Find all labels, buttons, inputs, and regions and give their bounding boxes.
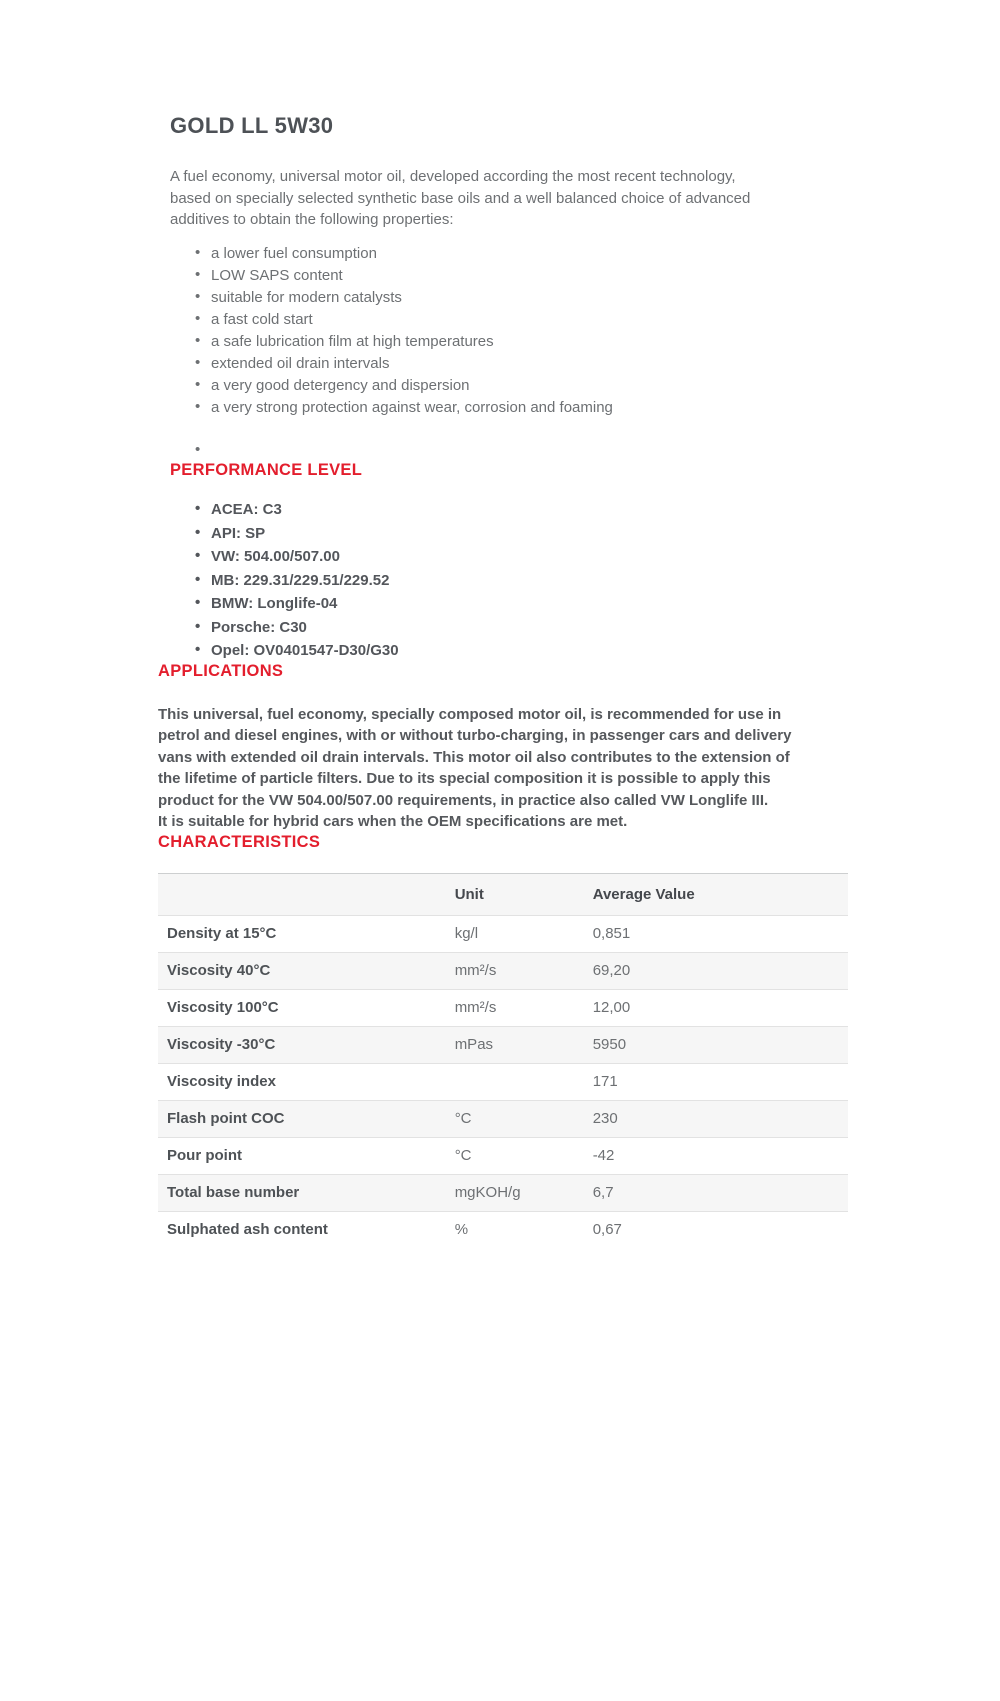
list-item-label: a very good detergency and dispersion [211,376,470,394]
bullet-icon: • [195,243,201,261]
list-item [194,265,880,287]
characteristics-table [158,873,848,1249]
column-header-average-value: Average Value [592,885,695,903]
row-label: Total base number [167,1184,300,1201]
list-item [194,546,880,568]
bullet-icon: • [195,594,201,611]
bullet-icon: • [195,617,201,635]
list-item [194,375,880,397]
applications-paragraph [158,704,803,833]
applications-body: This universal, fuel economy, specially composed motor oil, is recommended for use in petrol and diesel engines, with or without turbo-charging, in passenger cars and delivery vans with extended oil drain intervals. This motor oil also contributes to the extension of the lifetime of particle filters. Due to its special composition it is possible to apply this product for the VW 504.00/507.00 requirements, in practice also called VW Longlife III. [158,705,792,809]
row-unit: % [454,1221,469,1239]
bullet-icon: • [195,547,201,564]
table-row [158,1026,848,1063]
bullet-icon: • [195,523,201,541]
list-item [194,353,880,375]
row-label: Viscosity 100°C [167,999,279,1016]
list-item [194,593,880,615]
intro-paragraph: A fuel economy, universal motor oil, developed according the most recent technology, based on specially selected synthetic base oils and a well balanced choice of advanced additives to obtain the following properties: [170,168,751,228]
list-item-label: LOW SAPS content [211,266,343,284]
table-header-row [158,873,848,915]
column-header-name [158,873,455,915]
row-unit: mPas [454,1036,494,1053]
table-row [158,1063,848,1100]
table-row [158,1100,848,1137]
row-value: 171 [592,1073,618,1090]
list-item [194,243,880,265]
list-item-label: BMW: Longlife-04 [211,595,338,612]
row-value: 12,00 [592,999,631,1016]
row-label: Density at 15°C [167,925,277,942]
row-unit: mgKOH/g [454,1184,521,1201]
list-item [194,287,880,309]
bullet-icon: • [195,500,201,517]
bullet-icon: • [195,265,201,283]
list-item-label: MB: 229.31/229.51/229.52 [211,571,390,589]
list-item [194,640,880,662]
list-item [194,331,880,353]
row-label: Viscosity -30°C [167,1036,276,1053]
bullet-icon: • [195,397,201,415]
applications-note: It is suitable for hybrid cars when the OEM specifications are met. [158,813,628,830]
bullet-icon: • [195,641,201,658]
empty-list-item [194,440,880,461]
characteristics-heading: CHARACTERISTICS [158,832,321,851]
row-label: Sulphated ash content [167,1221,328,1239]
row-value: 0,67 [592,1221,622,1239]
table-row [158,989,848,1026]
row-unit: mm²/s [454,999,497,1016]
properties-list [170,243,880,462]
list-item-label: VW: 504.00/507.00 [211,548,340,565]
table-row [158,1137,848,1174]
row-label: Viscosity 40°C [167,962,271,979]
product-intro-block [158,113,880,662]
list-item [194,309,880,331]
list-item-label: extended oil drain intervals [211,354,390,372]
list-item-label: Porsche: C30 [211,618,307,636]
applications-heading: APPLICATIONS [158,661,284,680]
row-value: 5950 [592,1036,627,1053]
list-item-label: suitable for modern catalysts [211,288,402,306]
performance-level-list [170,499,880,662]
list-item [194,570,880,592]
list-item-label: Opel: OV0401547-D30/G30 [211,642,399,659]
list-item-label: a fast cold start [211,310,313,328]
row-value: 6,7 [592,1184,614,1201]
row-value: -42 [592,1147,615,1164]
row-unit: kg/l [454,925,479,942]
row-value: 0,851 [592,925,631,942]
bullet-icon: • [195,331,201,349]
table-row [158,952,848,989]
page-title: GOLD LL 5W30 [170,113,334,138]
row-unit [455,1063,593,1100]
list-item-label: ACEA: C3 [211,501,282,518]
performance-level-heading: PERFORMANCE LEVEL [170,461,363,479]
row-label: Pour point [167,1147,242,1164]
column-header-unit: Unit [454,885,484,903]
list-item [194,499,880,521]
bullet-icon: • [195,287,201,305]
row-value: 230 [592,1110,618,1127]
table-row [158,915,848,952]
table-row [158,1174,848,1211]
row-unit: mm²/s [454,962,497,979]
row-value: 69,20 [592,962,631,979]
bullet-icon: • [195,375,201,393]
list-item-label: a lower fuel consumption [211,244,377,262]
list-item [194,397,880,419]
bullet-icon: • [195,353,201,371]
list-item [194,617,880,639]
row-label: Viscosity index [167,1073,276,1090]
row-unit: °C [454,1147,472,1164]
bullet-icon: • [195,570,201,588]
list-item-label: a very strong protection against wear, corrosion and foaming [211,398,613,416]
list-item-label: API: SP [211,524,266,542]
bullet-icon: • [195,309,201,327]
bullet-icon: • [195,441,201,458]
list-item [194,523,880,545]
table-row [158,1211,848,1248]
list-item-label: a safe lubrication film at high temperatures [211,332,494,350]
row-label: Flash point COC [167,1110,285,1127]
row-unit: °C [454,1110,472,1127]
